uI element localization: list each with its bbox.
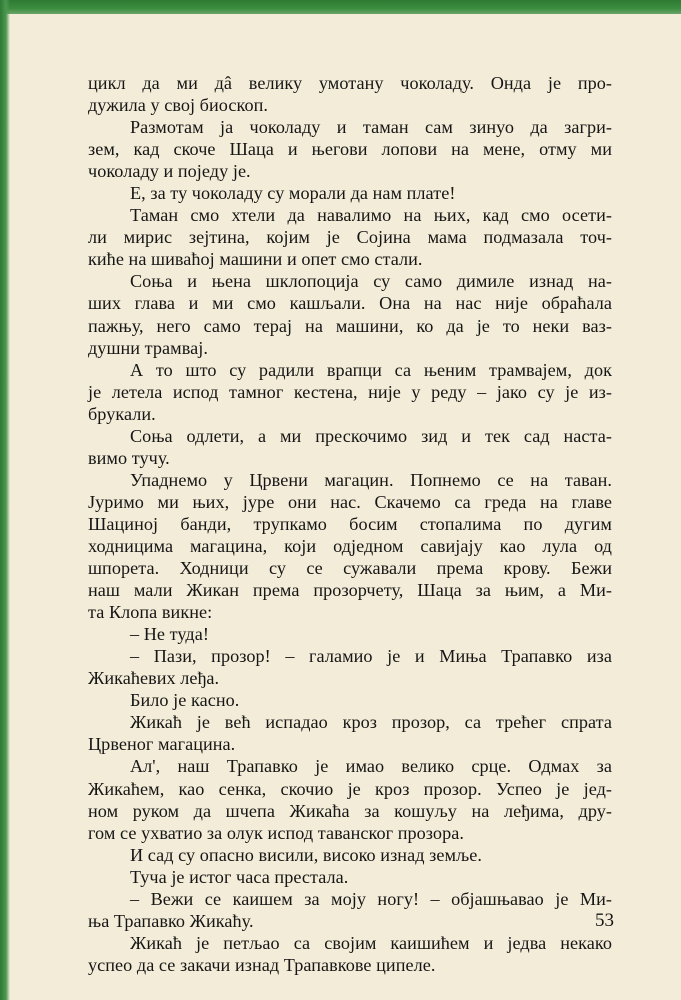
text-line: Жикаћевих леђа.	[88, 668, 220, 689]
text-line: дужила у свој биоскоп.	[88, 95, 268, 116]
text-line: је летела испод тамног кестена, није у реду – јако су је из-	[88, 381, 612, 402]
text-line: Размотам ја чоколаду и таман сам зинуо да загри-	[130, 117, 612, 138]
text-line: ходницима магацина, који одједном савијају као лула од	[88, 535, 612, 556]
text-line: Туча је истог часа престала.	[130, 866, 349, 887]
text-line: Жикаћ је већ испадао кроз прозор, са трећег спрата	[130, 712, 612, 733]
text-line: гом се ухватио за олук испод таванског прозора.	[88, 822, 464, 843]
text-line: Жикаћ је петљао са својим каишићем и једва некако	[130, 932, 612, 953]
text-line: Таман смо хтели да навалимо на њих, кад смо осети-	[130, 205, 612, 226]
text-line: брукали.	[88, 403, 156, 424]
text-line: зем, кад скоче Шаца и његови лопови на мене, отму ми	[88, 139, 612, 160]
text-line: душни трамвај.	[88, 337, 208, 358]
text-line: ња Трапавко Жикаћу.	[88, 910, 254, 931]
text-line: киће на шиваћој машини и опет смо стали.	[88, 249, 423, 270]
text-line: наш мали Жикан према прозорчету, Шаца за њим, а Ми-	[88, 580, 612, 601]
text-line: Црвеног магацина.	[88, 734, 236, 755]
text-line: чоколаду и поједу је.	[88, 161, 251, 182]
cover-edge-left	[0, 0, 10, 1000]
text-line: Соња и њена шклопоција су само димиле изнад на-	[130, 271, 612, 292]
text-line: ли мирис зејтина, којим је Сојина мама подмазала точ-	[88, 227, 612, 248]
text-line: Ал', наш Трапавко је имао велико срце. Одмах за	[130, 756, 612, 777]
text-line: ном руком да шчепа Жикаћа за кошуљу на леђима, дру-	[88, 800, 612, 821]
text-line: успео да се закачи изнад Трапавкове ципеле.	[88, 954, 436, 975]
text-line: вимо тучу.	[88, 447, 170, 468]
text-line: Шациној банди, трупкамо босим стопалима по дугим	[88, 513, 612, 534]
text-line: А то што су радили врапци са њеним трамвајем, док	[130, 359, 612, 380]
text-line: – Пази, прозор! – галамио је и Миња Трапавко иза	[130, 646, 612, 667]
text-line: – Не туда!	[130, 624, 209, 645]
text-line: – Вежи се каишем за моју ногу! – објашњавао је Ми-	[130, 888, 612, 909]
page-number: 53	[595, 910, 614, 931]
text-line: ших глава и ми смо кашљали. Она на нас није обраћала	[88, 293, 612, 314]
text-line: Било је касно.	[130, 690, 240, 711]
text-line: Е, за ту чоколаду су морали да нам плате!	[130, 183, 456, 204]
text-line: И сад су опасно висили, високо изнад земље.	[130, 844, 483, 865]
text-line: Упаднемо у Црвени магацин. Попнемо се на таван.	[130, 469, 612, 490]
text-line: пажњу, него само терај на машини, ко да је то неки ваз-	[88, 315, 612, 336]
text-line: цикл да ми дâ велику умотану чоколаду. Онда је про-	[88, 73, 612, 93]
text-line: Жикаћем, као сенка, скочио је кроз прозор. Успео је јед-	[88, 778, 612, 799]
text-line: та Клопа викне:	[88, 602, 213, 623]
cover-edge-top	[0, 0, 681, 14]
text-line: шпорета. Ходници су се сужавали према крову. Бежи	[88, 558, 612, 579]
body-text	[88, 72, 612, 976]
text-line: Соња одлети, а ми прескочимо зид и тек сад наста-	[130, 425, 612, 446]
text-line: Јуримо ми њих, јуре они нас. Скачемо са греда на главе	[88, 491, 612, 512]
